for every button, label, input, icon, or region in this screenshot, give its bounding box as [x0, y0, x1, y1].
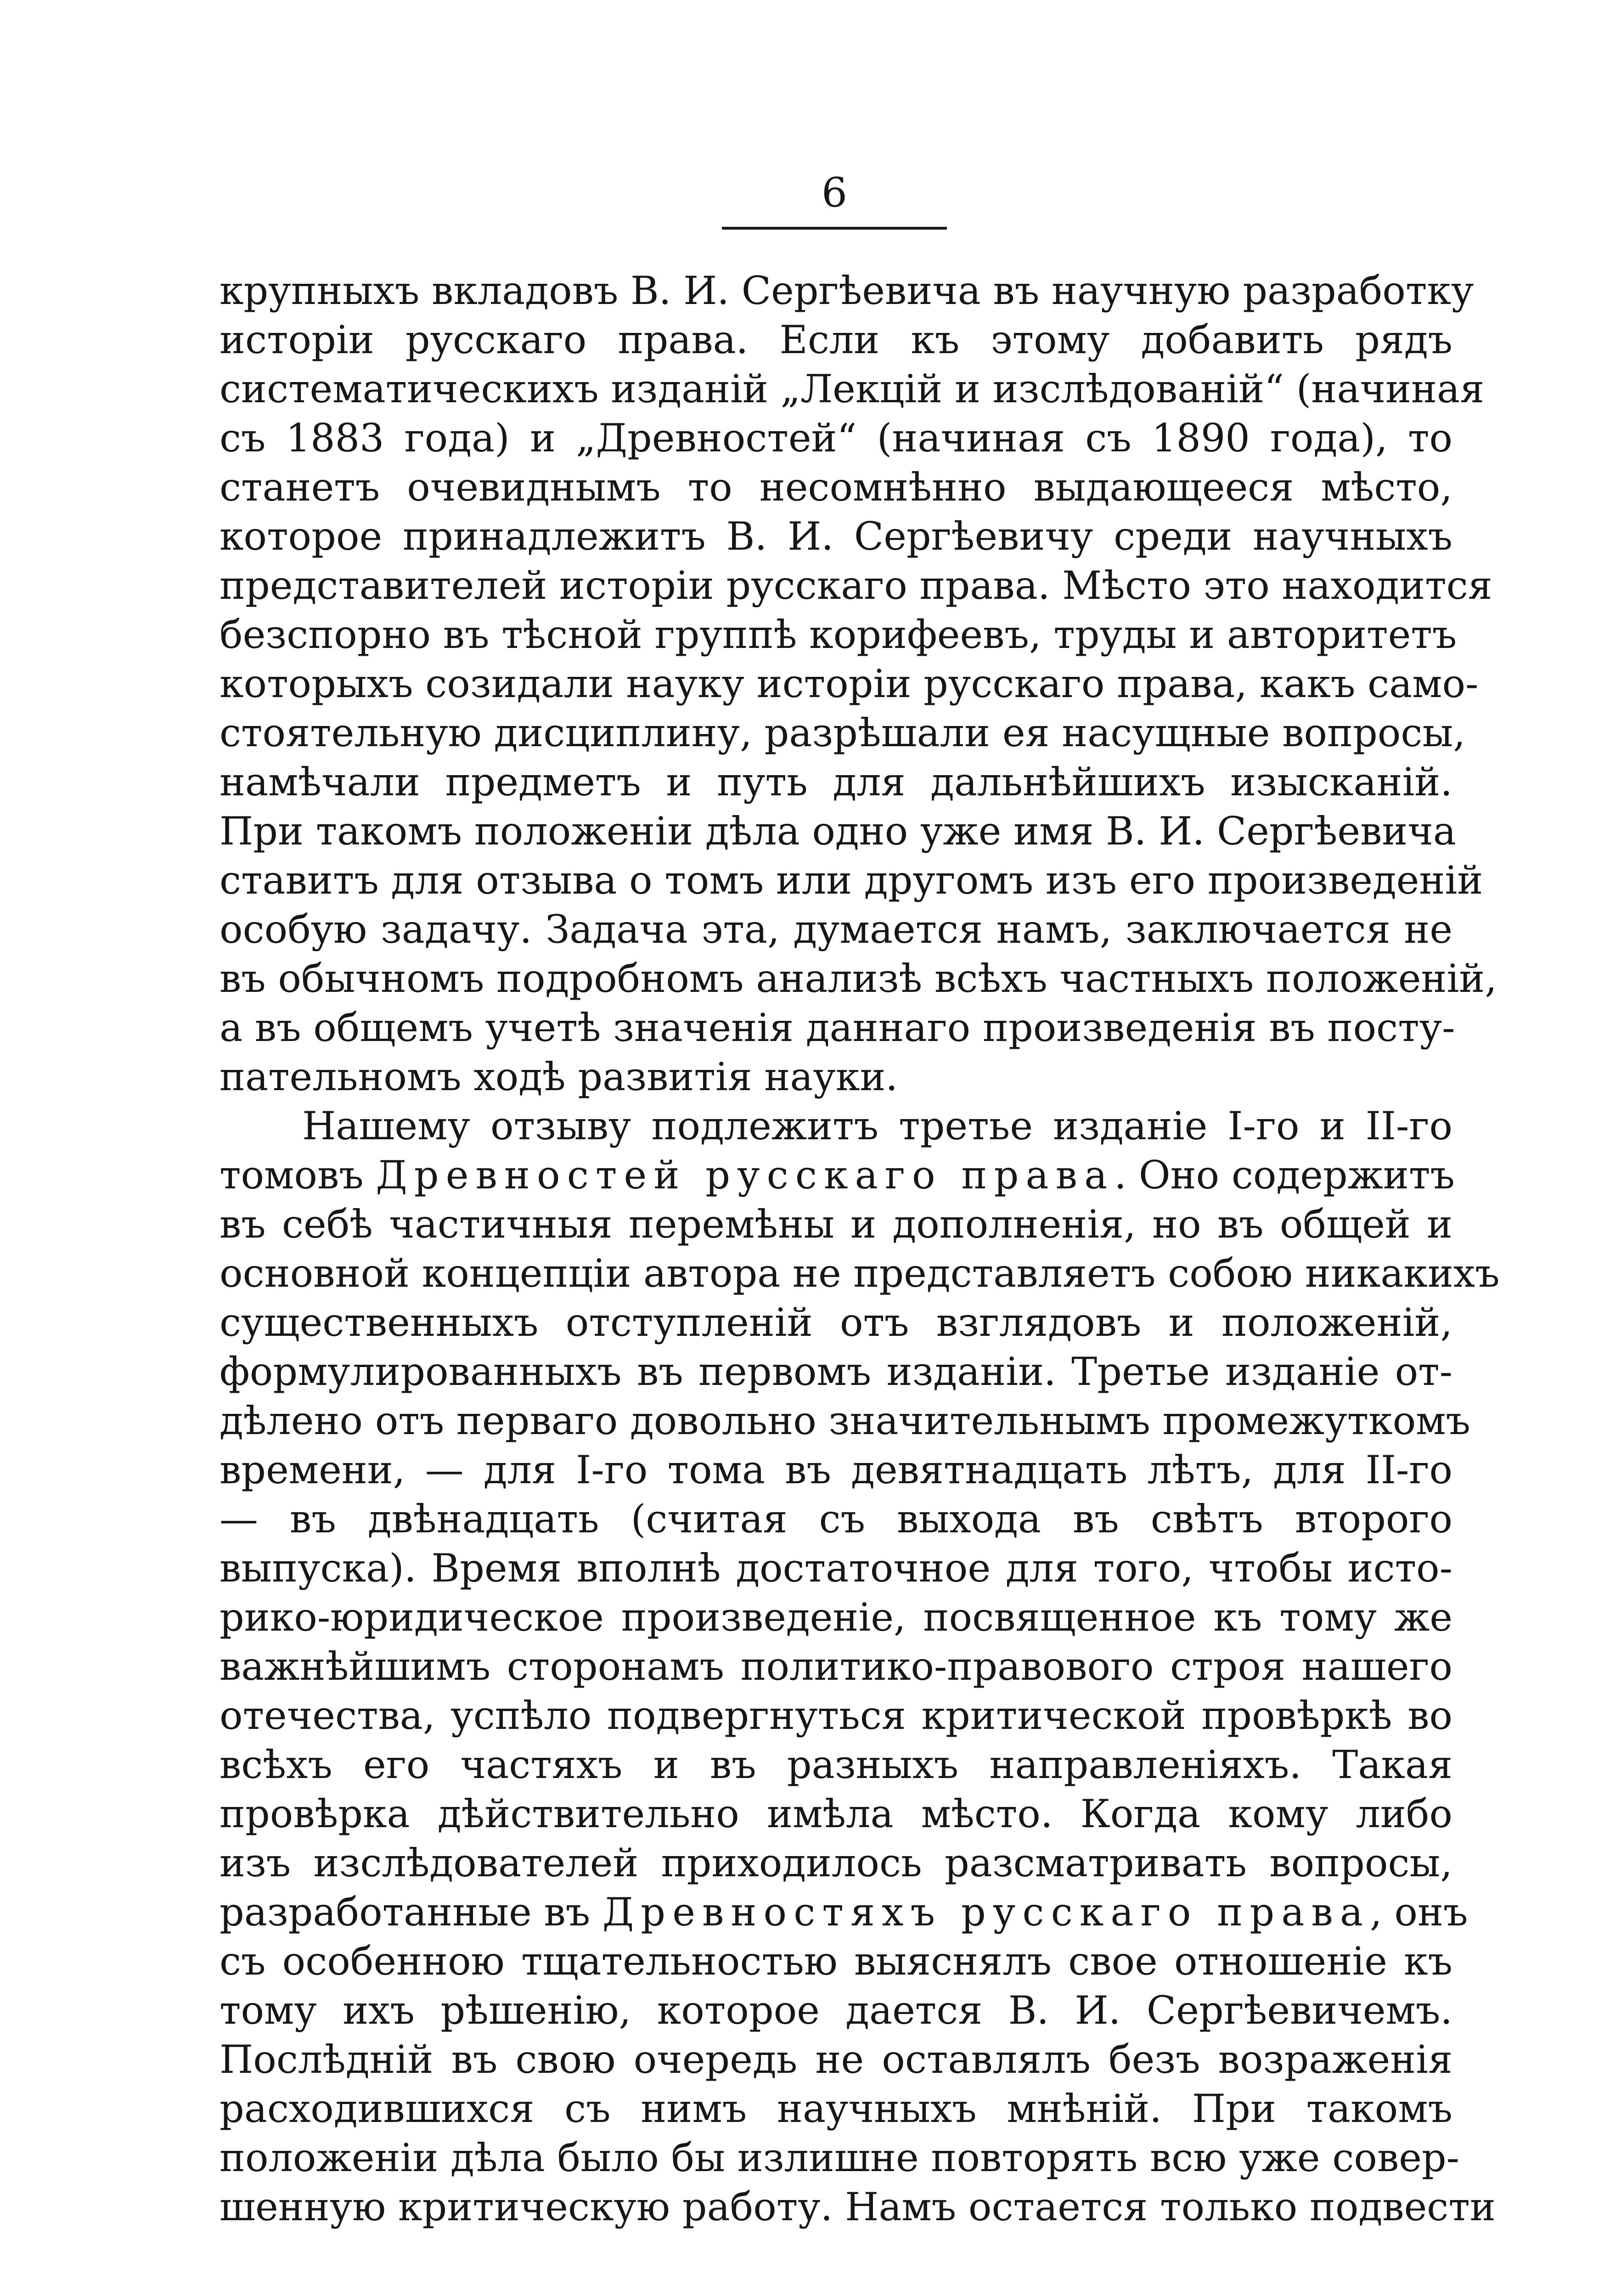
text-line: безспорно въ тѣсной группѣ корифеевъ, труды и авторитетъ [220, 612, 1457, 657]
text-fragment: . Оно содержитъ [1114, 1153, 1455, 1198]
text-line: стоятельную дисциплину, разрѣшали ея насущные вопросы, [220, 710, 1465, 755]
text-line: расходившихся съ нимъ научныхъ мнѣній. При такомъ [220, 2086, 1453, 2131]
text-line: систематическихъ изданій „Лекцій и изслѣдованій“ (начиная [220, 366, 1485, 411]
text-line: особую задачу. Задача эта, думается намъ, заключается не [220, 907, 1453, 952]
text-line [220, 1888, 1468, 1937]
text-fragment: разработанные въ [220, 1890, 602, 1935]
body-text [220, 266, 1500, 2232]
text-line: основной концепціи автора не представляетъ собою никакихъ [220, 1251, 1500, 1296]
text-line: съ особенною тщательностью выяснялъ свое отношеніе къ [220, 1939, 1453, 1984]
text-line: изъ изслѣдователей приходилось разсматривать вопросы, [220, 1840, 1453, 1885]
text-line: всѣхъ его частяхъ и въ разныхъ направленіяхъ. Такая [220, 1742, 1453, 1787]
text-line: ставитъ для отзыва о томъ или другомъ изъ его произведеній [220, 858, 1483, 903]
text-fragment: томовъ [220, 1153, 376, 1198]
text-line: Послѣдній въ свою очередь не оставлялъ безъ возраженія [220, 2037, 1453, 2082]
paragraph-1 [220, 266, 1497, 1102]
text-line: важнѣйшимъ сторонамъ политико-правового строя нашего [220, 1644, 1453, 1689]
text-fragment: , онъ [1370, 1890, 1468, 1935]
book-title-spaced: Древностей русскаго права [376, 1153, 1115, 1198]
text-line: пательномъ ходѣ развитія науки. [220, 1054, 898, 1099]
text-line: станетъ очевиднымъ то несомнѣнно выдающееся мѣсто, [220, 465, 1453, 510]
text-line: въ себѣ частичныя перемѣны и дополненія, но въ общей и [220, 1202, 1453, 1247]
text-line: формулированныхъ въ первомъ изданіи. Третье изданіе от- [220, 1349, 1453, 1394]
text-line: — въ двѣнадцать (считая съ выхода въ свѣтъ второго [220, 1497, 1453, 1542]
text-line [220, 1151, 1453, 1200]
text-line: отечества, успѣло подвергнуться критической провѣркѣ во [220, 1693, 1453, 1738]
page-number-rule [722, 227, 947, 230]
text-line: дѣлено отъ перваго довольно значительнымъ промежуткомъ [220, 1398, 1470, 1443]
text-line: При такомъ положеніи дѣла одно уже имя В. И. Сергѣевича [220, 809, 1456, 854]
text-line: провѣрка дѣйствительно имѣла мѣсто. Когда кому либо [220, 1791, 1453, 1836]
text-line: намѣчали предметъ и путь для дальнѣйшихъ изысканій. [220, 760, 1453, 805]
text-line: времени, — для I-го тома въ девятнадцать лѣтъ, для II-го [220, 1447, 1453, 1492]
text-line: выпуска). Время вполнѣ достаточное для того, чтобы исто- [220, 1546, 1453, 1591]
text-line: Нашему отзыву подлежитъ третье изданіе I-го и II-го [302, 1103, 1453, 1148]
text-line: крупныхъ вкладовъ В. И. Сергѣевича въ научную разработку [220, 268, 1474, 313]
book-title-spaced: Древностяхъ русскаго права [602, 1890, 1370, 1935]
text-line: существенныхъ отступленій отъ взглядовъ и положеній, [220, 1300, 1453, 1345]
text-line: которое принадлежитъ В. И. Сергѣевичу среди научныхъ [220, 514, 1453, 559]
text-line: которыхъ созидали науку исторіи русскаго права, какъ само- [220, 661, 1479, 706]
text-line: представителей исторіи русскаго права. Мѣсто это находится [220, 563, 1492, 608]
text-line: исторіи русскаго права. Если къ этому добавить рядъ [220, 317, 1453, 362]
text-line: рико-юридическое произведеніе, посвященное къ тому же [220, 1595, 1453, 1640]
text-line: въ обычномъ подробномъ анализѣ всѣхъ частныхъ положеній, [220, 956, 1497, 1001]
text-line: положеніи дѣла было бы излишне повторять всю уже совер- [220, 2135, 1459, 2180]
text-line: съ 1883 года) и „Древностей“ (начиная съ 1890 года), то [220, 416, 1453, 461]
text-line: тому ихъ рѣшенію, которое дается В. И. Сергѣевичемъ. [220, 1988, 1453, 2033]
paragraph-2 [220, 1102, 1500, 2232]
text-line: а въ общемъ учетѣ значенія даннаго произведенія въ посту- [220, 1005, 1455, 1050]
page-number: 6 [822, 169, 847, 216]
text-line: шенную критическую работу. Намъ остается только подвести [220, 2184, 1496, 2229]
